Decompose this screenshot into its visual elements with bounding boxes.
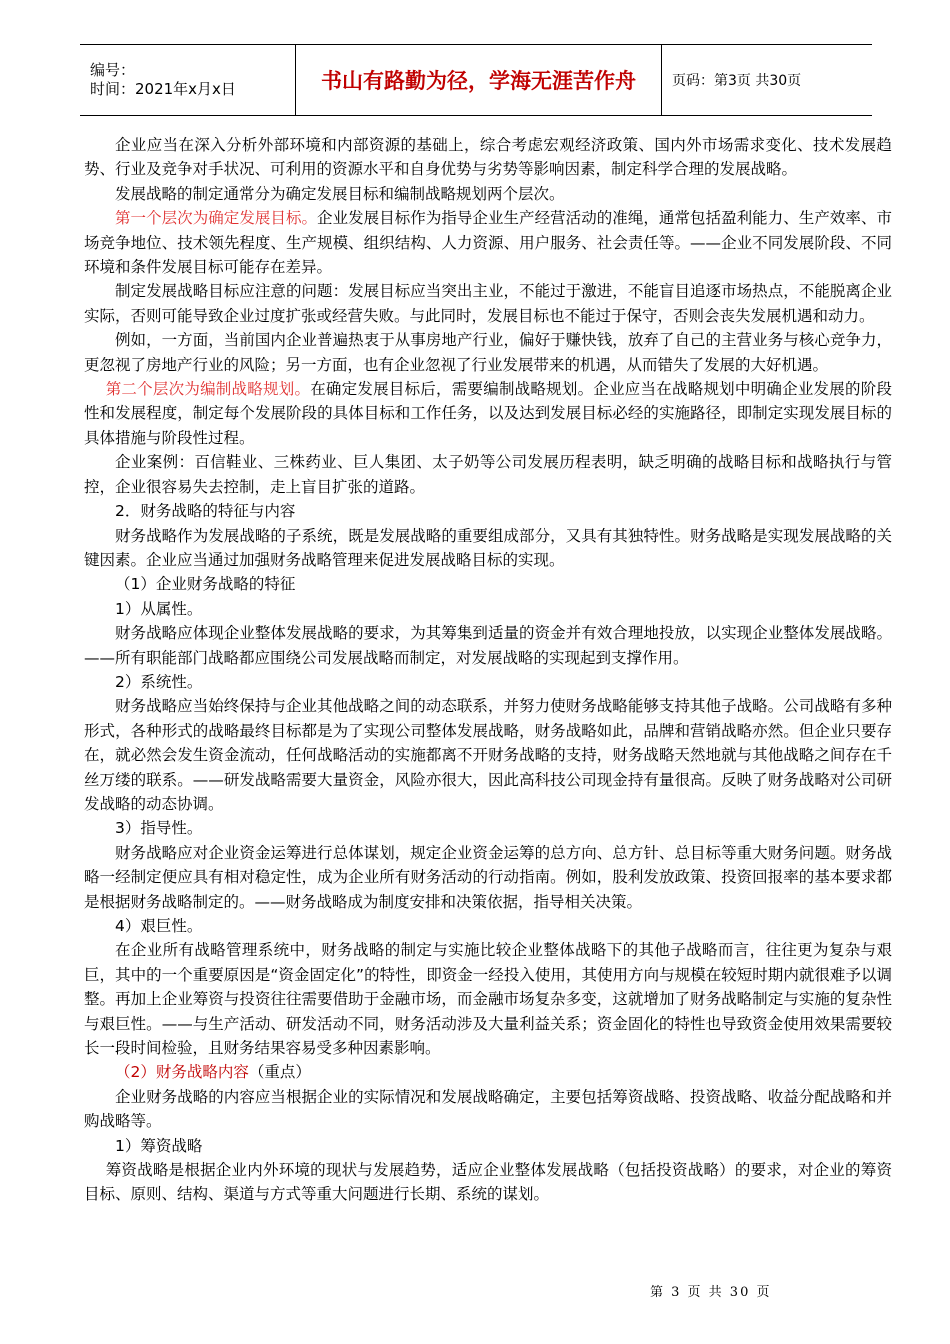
highlight-lead: （2）财务战略内容 xyxy=(115,1063,249,1082)
subsection-heading: （1）企业财务战略的特征 xyxy=(115,575,296,594)
paragraph: 发展战略的制定通常分为确定发展目标和编制战略规划两个层次。 xyxy=(115,184,565,203)
item-heading: 3）指导性。 xyxy=(115,819,203,838)
paragraph: 第一个层次为确定发展目标。企业发展目标作为指导企业生产经营活动的准绳，通常包括盈利能力、生产效率、市场竞争地位、技术领先程度、生产规模、组织结构、人力资源、用户服务、社会责任等。——企业不同发展阶段、不同环境和条件发展目标可能存在差异。 xyxy=(84,209,892,277)
section-heading: 2．财务战略的特征与内容 xyxy=(115,502,296,521)
page-footer: 第 3 页 共 30 页 xyxy=(650,1285,772,1300)
paragraph: 财务战略应对企业资金运筹进行总体谋划，规定企业资金运筹的总方向、总方针、总目标等重大财务问题。财务战略一经制定便应具有相对稳定性，成为企业所有财务活动的行动指南。例如，股利发放政策、投资回报率的基本要求都是根据财务战略制定的。——财务战略成为制度安排和决策依据，指导相关决策。 xyxy=(84,843,892,911)
paragraph: 企业财务战略的内容应当根据企业的实际情况和发展战略确定，主要包括筹资战略、投资战略、收益分配战略和并购战略等。 xyxy=(84,1087,892,1131)
highlight-lead: 第二个层次为编制战略规划。 xyxy=(105,380,311,399)
header-left-cell xyxy=(80,45,296,116)
paragraph: 财务战略作为发展战略的子系统，既是发展战略的重要组成部分，又具有其独特性。财务战略是实现发展战略的关键因素。企业应当通过加强财务战略管理来促进发展战略目标的实现。 xyxy=(84,526,892,569)
paragraph: 制定发展战略目标应注意的问题：发展目标应当突出主业，不能过于激进，不能盲目追逐市场热点，不能脱离企业实际，否则可能导致企业过度扩张或经营失败。与此同时，发展目标也不能过于保守，否则会丧失发展机遇和动力。 xyxy=(84,282,892,325)
paragraph: 企业应当在深入分析外部环境和内部资源的基础上，综合考虑宏观经济政策、国内外市场需求变化、技术发展趋势、行业及竞争对手状况、可利用的资源水平和自身优势与劣势等影响因素，制定科学合理的发展战略。 xyxy=(84,136,892,179)
paragraph: 第二个层次为编制战略规划。在确定发展目标后，需要编制战略规划。企业应当在战略规划中明确企业发展的阶段性和发展程度，制定每个发展阶段的具体目标和工作任务，以及达到发展目标必经的实施路径，即制定实现发展目标的具体措施与阶段性过程。 xyxy=(84,380,892,447)
item-heading: 4）艰巨性。 xyxy=(115,917,203,935)
highlight-lead: 第一个层次为确定发展目标。 xyxy=(115,209,318,228)
paragraph: 筹资战略是根据企业内外环境的现状与发展趋势，适应企业整体发展战略（包括投资战略）的要求，对企业的筹资目标、原则、结构、渠道与方式等重大问题进行长期、系统的谋划。 xyxy=(84,1161,892,1204)
motto: 书山有路勤为径，学海无涯苦作舟 xyxy=(296,45,662,116)
item-heading: 1）从属性。 xyxy=(115,599,203,618)
paragraph: 财务战略应体现企业整体发展战略的要求，为其筹集到适量的资金并有效合理地投放，以实现企业整体发展战略。——所有职能部门战略都应围绕公司发展战略而制定，对发展战略的实现起到支撑作用。 xyxy=(84,624,892,667)
document-body xyxy=(84,133,892,1207)
paragraph: 企业案例：百信鞋业、三株药业、巨人集团、太子奶等公司发展历程表明，缺乏明确的战略目标和战略执行与管控，企业很容易失去控制，走上盲目扩张的道路。 xyxy=(84,453,892,496)
subsection-heading: （2）财务战略内容（重点） xyxy=(115,1063,311,1082)
time-label: 时间：2021年x月x日 xyxy=(90,80,236,98)
code-label: 编号： xyxy=(90,61,136,79)
paragraph: 例如，一方面，当前国内企业普遍热衷于从事房地产行业，偏好于赚快钱，放弃了自己的主营业务与核心竞争力，更忽视了房地产行业的风险；另一方面，也有企业忽视了行业发展带来的机遇，从而错失了发展的大好机遇。 xyxy=(84,331,892,374)
paragraph: 在企业所有战略管理系统中，财务战略的制定与实施比较企业整体战略下的其他子战略而言，往往更为复杂与艰巨，其中的一个重要原因是“资金固定化”的特性，即资金一经投入使用，其使用方向与规模在较短时期内就很难予以调整。再加上企业筹资与投资往往需要借助于金融市场，而金融市场复杂多变，这就增加了财务战略制定与实施的复杂性与艰巨性。——与生产活动、研发活动不同，财务活动涉及大量利益关系；资金固化的特性也导致资金使用效果需要较长一段时间检验，且财务结果容易受多种因素影响。 xyxy=(84,941,892,1058)
item-heading: 1）筹资战略 xyxy=(115,1136,203,1155)
page-header xyxy=(80,44,872,116)
page-info: 页码：第3页 共30页 xyxy=(662,45,873,116)
item-heading: 2）系统性。 xyxy=(115,672,203,691)
paragraph: 财务战略应当始终保持与企业其他战略之间的动态联系，并努力使财务战略能够支持其他子战略。公司战略有多种形式，各种形式的战略最终目标都是为了实现公司整体发展战略，财务战略如此，品牌和营销战略亦然。但企业只要存在，就必然会发生资金流动，任何战略活动的实施都离不开财务战略的支持，财务战略天然地就与其他战略之间存在千丝万缕的联系。——研发战略需要大量资金，风险亦很大，因此高科技公司现金持有量很高。反映了财务战略对公司研发战略的动态协调。 xyxy=(84,697,892,813)
